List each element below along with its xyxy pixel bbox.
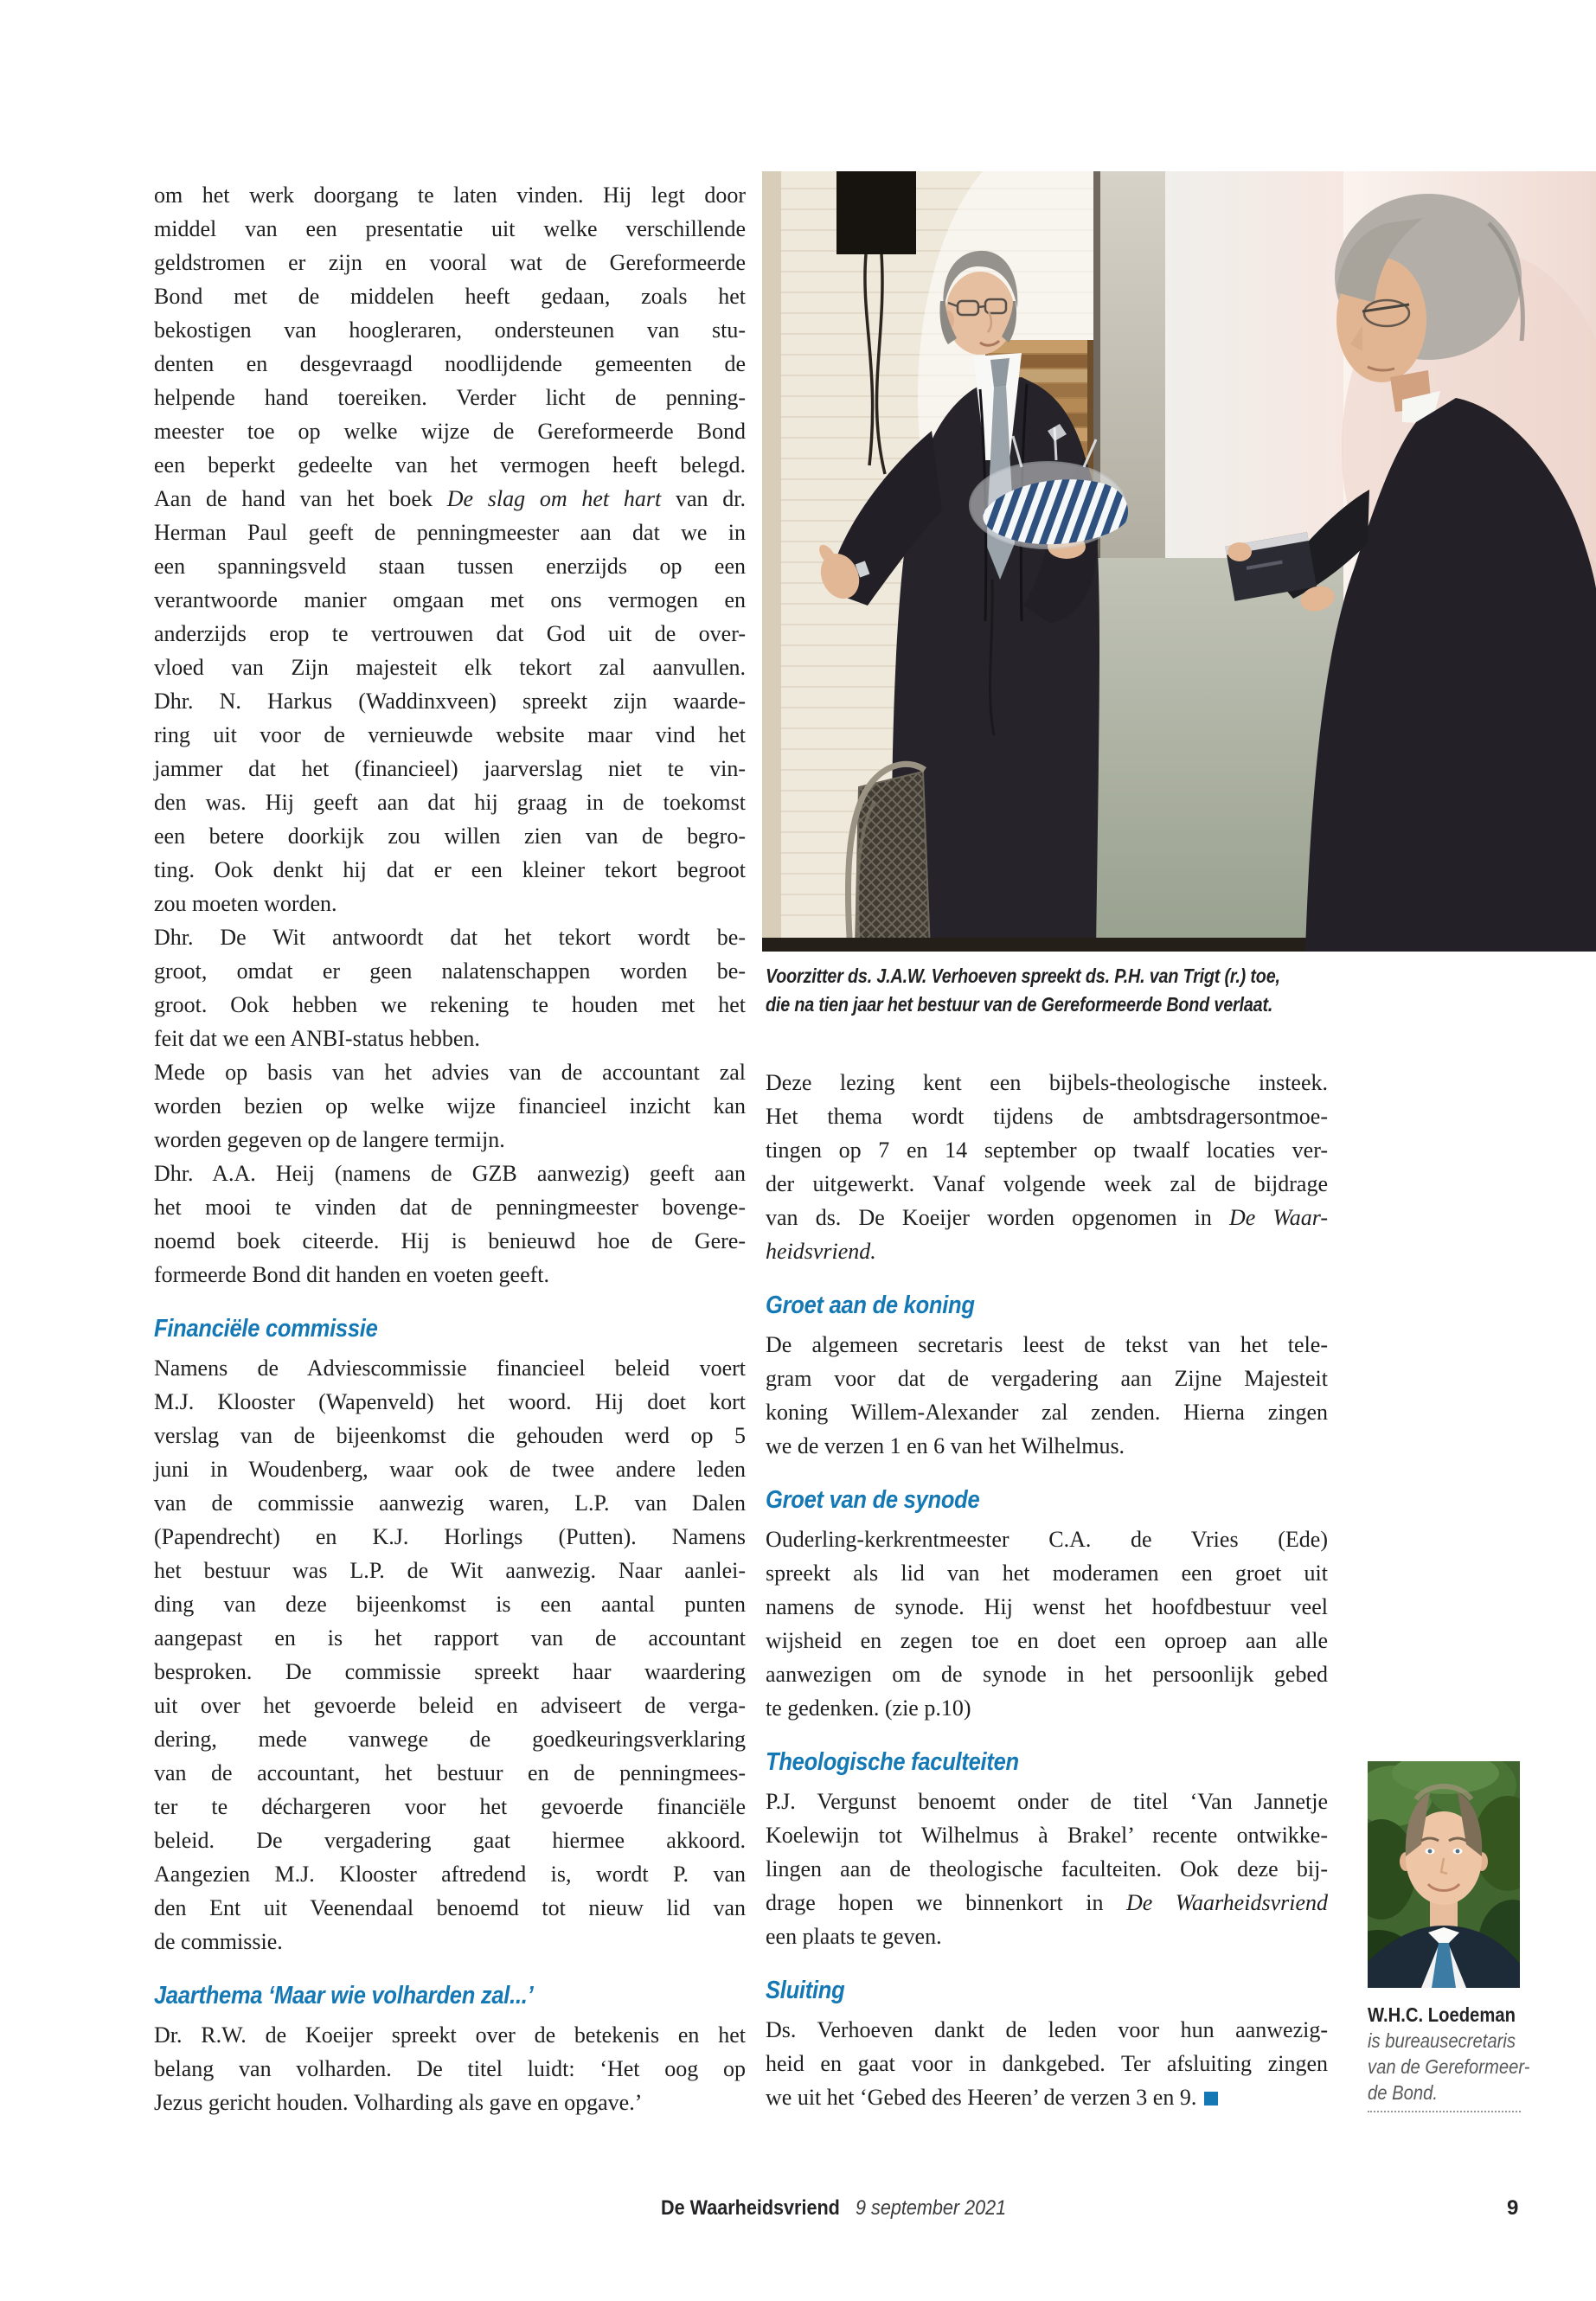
text-line: [766, 1852, 1328, 1886]
section-heading-theologische-faculteiten: Theologische faculteiten: [766, 1748, 1019, 1776]
text-line: [154, 549, 746, 583]
text-line: [154, 583, 746, 617]
text-run: om het werk doorgang te laten vinden. Hij legt door: [154, 183, 746, 208]
text-run: te gedenken. (zie p.10): [766, 1695, 971, 1721]
text-run: aanwezigen om de synode in het persoonlijk gebed: [766, 1662, 1328, 1687]
text-line: die na tien jaar het bestuur van de Gereformeerde Bond verlaat.: [766, 993, 1273, 1016]
text-line: [766, 1785, 1328, 1818]
text-run: juni in Woudenberg, waar ook de twee andere leden: [154, 1457, 746, 1482]
main-photo-caption: [766, 962, 1280, 1019]
right-paragraph-3: [766, 1522, 1328, 1725]
text-line: [154, 887, 746, 920]
text-line: [154, 1089, 746, 1123]
paragraph: [766, 1522, 1328, 1725]
text-line: [766, 1818, 1328, 1852]
text-run: der uitgewerkt. Vanaf volgende week zal de bijdrage: [766, 1171, 1328, 1196]
portrait-name: W.H.C. Loedeman: [1368, 2003, 1516, 2026]
text-line: [154, 414, 746, 448]
text-run: Bond met de middelen heeft gedaan, zoals het: [154, 284, 746, 309]
text-run: verslag van de bijeenkomst die gehouden werd op 5: [154, 1423, 746, 1448]
text-run: koning Willem-Alexander zal zenden. Hierna zingen: [766, 1400, 1328, 1425]
article-left-column: [154, 178, 746, 2119]
text-run: middel van een presentatie uit welke verschillende: [154, 216, 746, 241]
text-run: Het thema wordt tijdens de ambtsdragersontmoe-: [766, 1104, 1328, 1129]
main-photo: [762, 171, 1596, 952]
text-line: is bureausecretaris: [1368, 2029, 1516, 2052]
text-run: den was. Hij geeft aan dat hij graag in de toekomst: [154, 790, 746, 815]
text-run: van de accountant, het bestuur en de penningmees-: [154, 1760, 746, 1785]
text-line: [766, 1886, 1328, 1920]
section-heading-jaarthema: Jaarthema ‘Maar wie volharden zal...’: [154, 1982, 534, 2009]
text-line: [154, 1857, 746, 1891]
paragraph: [154, 178, 746, 920]
portrait-photo: [1368, 1761, 1520, 1988]
text-run: beleid. De vergadering gaat hiermee akkoord.: [154, 1828, 746, 1853]
left-paragraphs-1: [154, 178, 746, 1292]
text-run: gram voor dat de vergadering aan Zijne Majesteit: [766, 1366, 1328, 1391]
text-run: drage hopen we binnenkort in: [766, 1890, 1126, 1915]
text-run: (Papendrecht) en K.J. Horlings (Putten). Namens: [154, 1524, 746, 1549]
text-line: [154, 1022, 746, 1055]
paragraph: [154, 2018, 746, 2119]
portrait-illustration: [1368, 1761, 1520, 1988]
text-line: [154, 448, 746, 482]
text-line: Voorzitter ds. J.A.W. Verhoeven spreekt ds. P.H. van Trigt (r.) toe,: [766, 965, 1280, 987]
text-run: wijsheid en zegen toe en doet een oproep aan alle: [766, 1628, 1328, 1653]
text-run: helpende hand toereiken. Verder licht de penning-: [154, 385, 746, 410]
text-line: [154, 178, 746, 212]
text-line: [766, 1201, 1328, 1234]
text-run: ding van deze bijeenkomst is een aantal punten: [154, 1592, 746, 1617]
text-line: [154, 1891, 746, 1925]
text-line: [154, 752, 746, 785]
text-line: [154, 1351, 746, 1385]
text-run: Mede op basis van het advies van de accountant zal: [154, 1060, 746, 1085]
text-line: [154, 718, 746, 752]
text-run: van dr.: [661, 486, 747, 511]
text-line: [154, 1790, 746, 1823]
text-run: Ds. Verhoeven dankt de leden voor hun aanwezig-: [766, 2017, 1328, 2042]
text-run: geldstromen er zijn en vooral wat de Gereformeerde: [154, 250, 746, 275]
text-run: noemd boek citeerde. Hij is benieuwd hoe de Gere-: [154, 1228, 746, 1253]
text-line: [154, 1520, 746, 1554]
text-line: [154, 1823, 746, 1857]
main-photo-illustration: [762, 171, 1596, 952]
text-line: [154, 819, 746, 853]
text-line: [154, 853, 746, 887]
text-run: ter te déchargeren voor het gevoerde financiële: [154, 1794, 746, 1819]
paragraph: [154, 1157, 746, 1292]
text-line: [154, 684, 746, 718]
text-run: besproken. De commissie spreekt haar waardering: [154, 1659, 746, 1684]
text-run: een betere doorkijk zou willen zien van de begro-: [154, 824, 746, 849]
text-line: [154, 1587, 746, 1621]
text-run: meester toe op welke wijze de Gereformeerde Bond: [154, 419, 746, 444]
text-run: uit over het gevoerde beleid en adviseert de verga-: [154, 1693, 746, 1718]
text-line: de Bond.: [1368, 2081, 1439, 2104]
text-run: groot, omdat er geen nalatenschappen worden be-: [154, 958, 746, 984]
text-run: Herman Paul geeft de penningmeester aan dat we in: [154, 520, 746, 545]
text-line: [154, 617, 746, 651]
text-line: [766, 1066, 1328, 1099]
right-paragraph-1: [766, 1066, 1328, 1268]
text-line: [154, 1190, 746, 1224]
text-run: Koelewijn tot Wilhelmus à Brakel’ recente ontwikke-: [766, 1823, 1328, 1848]
floor: [762, 938, 1343, 952]
text-line: [154, 313, 746, 347]
text-run: tingen op 7 en 14 september op twaalf locaties ver-: [766, 1138, 1328, 1163]
right-paragraph-2: [766, 1328, 1328, 1463]
text-run: lingen aan de theologische faculteiten. Ook deze bij-: [766, 1856, 1328, 1881]
text-line: [154, 988, 746, 1022]
dotted-divider: [1368, 2111, 1521, 2112]
right-paragraph-5: [766, 2013, 1328, 2114]
paragraph: [154, 920, 746, 1055]
footer-magazine-title: De Waarheidsvriend: [661, 2196, 840, 2220]
text-run: feit dat we een ANBI-status hebben.: [154, 1026, 480, 1051]
text-line: [154, 1689, 746, 1722]
text-line: [154, 1385, 746, 1419]
text-run: Jezus gericht houden. Volharding als gave en opgave.’: [154, 2090, 643, 2115]
text-line: [766, 1920, 1328, 1953]
text-line: [154, 1554, 746, 1587]
text-run: een beperkt gedeelte van het vermogen heeft belegd.: [154, 452, 746, 478]
text-line: [154, 1655, 746, 1689]
text-run: Aan de hand van het boek: [154, 486, 447, 511]
text-line: [766, 1590, 1328, 1624]
right-man-far-hand: [1227, 542, 1252, 561]
text-line: [766, 1234, 1328, 1268]
text-line: [154, 2052, 746, 2086]
text-line: [154, 212, 746, 246]
text-run: Dhr. De Wit antwoordt dat het tekort wordt be-: [154, 925, 746, 950]
text-line: [766, 1328, 1328, 1362]
text-run: dering, mede vanwege de goedkeuringsverklaring: [154, 1727, 746, 1752]
text-run: De Waar-: [1229, 1205, 1328, 1230]
section-heading-groet-aan-de-koning: Groet aan de koning: [766, 1292, 975, 1319]
paragraph: [766, 1066, 1328, 1268]
text-run: formeerde Bond dit handen en voeten geeft.: [154, 1262, 549, 1287]
pupil-left: [1428, 1849, 1433, 1854]
text-run: Deze lezing kent een bijbels-theologische insteek.: [766, 1070, 1328, 1095]
paragraph: [766, 2013, 1328, 2114]
text-line: [154, 1722, 746, 1756]
footer-date: 9 september 2021: [855, 2196, 1006, 2220]
text-run: den Ent uit Veenendaal benoemd tot nieuw lid van: [154, 1895, 746, 1920]
text-line: [766, 2080, 1328, 2114]
page-footer: [661, 2195, 1022, 2221]
text-line: [154, 347, 746, 381]
text-run: belang van volharden. De titel luidt: ‘Het oog op: [154, 2056, 746, 2081]
text-line: [766, 2047, 1328, 2080]
wall-monitor: [836, 171, 916, 254]
text-line: [154, 1621, 746, 1655]
text-run: denten en desgevraagd noodlijdende gemeenten de: [154, 351, 746, 376]
text-line: [154, 1486, 746, 1520]
text-line: [154, 651, 746, 684]
paragraph: [154, 1055, 746, 1157]
text-run: van de commissie aanwezig waren, L.P. van Dalen: [154, 1490, 746, 1516]
gray-cabinet: [1093, 558, 1344, 952]
text-line: [766, 1657, 1328, 1691]
text-run: worden bezien op welke wijze financieel inzicht kan: [154, 1093, 746, 1118]
text-run: verantwoorde manier omgaan met ons vermogen en: [154, 587, 746, 612]
text-line: [154, 785, 746, 819]
text-run: Aangezien M.J. Klooster aftredend is, wordt P. van: [154, 1862, 746, 1887]
text-run: het mooi te vinden dat de penningmeester bovenge-: [154, 1195, 746, 1220]
text-run: zou moeten worden.: [154, 891, 337, 916]
left-paragraphs-3: [154, 2018, 746, 2119]
text-line: [766, 1395, 1328, 1429]
text-run: een spanningsveld staan tussen enerzijds op een: [154, 554, 746, 579]
text-line: [154, 1925, 746, 1958]
paragraph: [766, 1785, 1328, 1953]
text-line: [154, 1452, 746, 1486]
text-run: Ouderling-kerkrentmeester C.A. de Vries (Ede): [766, 1527, 1328, 1552]
text-run: vloed van Zijn majesteit elk tekort zal aanvullen.: [154, 655, 746, 680]
text-line: [154, 1224, 746, 1258]
text-run: bekostigen van hoogleraren, ondersteunen van stu-: [154, 317, 746, 343]
text-line: [154, 954, 746, 988]
section-heading-financiele-commissie: Financiële commissie: [154, 1315, 378, 1343]
text-line: [154, 279, 746, 313]
text-run: aangepast en is het rapport van de accountant: [154, 1625, 746, 1650]
text-run: anderzijds erop te vertrouwen dat God uit de over-: [154, 621, 746, 646]
text-run: De slag om het hart: [446, 486, 662, 511]
end-of-article-square: [1204, 2092, 1218, 2106]
left-paragraphs-2: [154, 1351, 746, 1958]
section-heading-groet-van-de-synode: Groet van de synode: [766, 1486, 980, 1514]
right-paragraph-4: [766, 1785, 1328, 1953]
text-line: [766, 1691, 1328, 1725]
text-line: [766, 1556, 1328, 1590]
text-line: [154, 1055, 746, 1089]
text-run: heidsvriend.: [766, 1239, 876, 1264]
text-line: [154, 1419, 746, 1452]
text-line: [154, 381, 746, 414]
text-run: heid en gaat voor in dankgebed. Ter afsluiting zingen: [766, 2051, 1328, 2076]
paragraph: [766, 1328, 1328, 1463]
text-line: [154, 1157, 746, 1190]
text-run: P.J. Vergunst benoemt onder de titel ‘Van Jannetje: [766, 1789, 1328, 1814]
projection-screen: [1165, 171, 1343, 561]
text-line: [766, 1167, 1328, 1201]
text-line: [154, 2086, 746, 2119]
text-run: van ds. De Koeijer worden opgenomen in: [766, 1205, 1229, 1230]
text-run: Dhr. N. Harkus (Waddinxveen) spreekt zijn waarde-: [154, 689, 746, 714]
text-run: we de verzen 1 en 6 van het Wilhelmus.: [766, 1433, 1125, 1458]
section-heading-sluiting: Sluiting: [766, 1977, 845, 2004]
text-run: Dhr. A.A. Heij (namens de GZB aanwezig) geeft aan: [154, 1161, 746, 1186]
text-run: het bestuur was L.P. de Wit aanwezig. Naar aanlei-: [154, 1558, 746, 1583]
text-run: ting. Ook denkt hij dat er een kleiner tekort begroot: [154, 857, 746, 882]
text-run: spreekt als lid van het moderamen een groet uit: [766, 1561, 1328, 1586]
text-line: [766, 1099, 1328, 1133]
text-run: een plaats te geven.: [766, 1924, 942, 1949]
text-line: [766, 1429, 1328, 1463]
text-line: [154, 1756, 746, 1790]
text-line: [154, 920, 746, 954]
text-run: de commissie.: [154, 1929, 283, 1954]
text-line: [766, 1522, 1328, 1556]
text-run: worden gegeven op de langere termijn.: [154, 1127, 505, 1152]
paragraph: [154, 1351, 746, 1958]
text-line: [766, 2013, 1328, 2047]
page-number: 9: [1507, 2196, 1519, 2220]
text-line: van de Gereformeer-: [1368, 2055, 1530, 2078]
text-run: M.J. Klooster (Wapenveld) het woord. Hij doet kort: [154, 1389, 746, 1414]
text-line: [154, 516, 746, 549]
text-run: ring uit voor de vernieuwde website maar vind het: [154, 722, 746, 747]
text-line: [154, 482, 746, 516]
text-run: jammer dat het (financieel) jaarverslag niet te vin-: [154, 756, 746, 781]
text-run: De Waarheidsvriend: [1125, 1890, 1328, 1915]
text-line: [766, 1362, 1328, 1395]
text-line: [154, 246, 746, 279]
text-line: [766, 1133, 1328, 1167]
text-line: [154, 1123, 746, 1157]
text-line: [154, 2018, 746, 2052]
text-line: [766, 1624, 1328, 1657]
text-run: Namens de Adviescommissie financieel beleid voert: [154, 1356, 746, 1381]
pupil-right: [1456, 1849, 1460, 1854]
text-run: we uit het ‘Gebed des Heeren’ de verzen 3 en 9.: [766, 2085, 1197, 2110]
text-run: De algemeen secretaris leest de tekst van het tele-: [766, 1332, 1328, 1357]
text-run: namens de synode. Hij wenst het hoofdbestuur veel: [766, 1594, 1328, 1619]
portrait-role: [1368, 2028, 1530, 2106]
text-run: Dr. R.W. de Koeijer spreekt over de betekenis en het: [154, 2022, 746, 2048]
text-run: groot. Ook hebben we rekening te houden met het: [154, 992, 746, 1017]
article-right-column: [766, 1066, 1328, 2114]
text-line: [154, 1258, 746, 1292]
wall-edge-shade: [762, 171, 781, 952]
